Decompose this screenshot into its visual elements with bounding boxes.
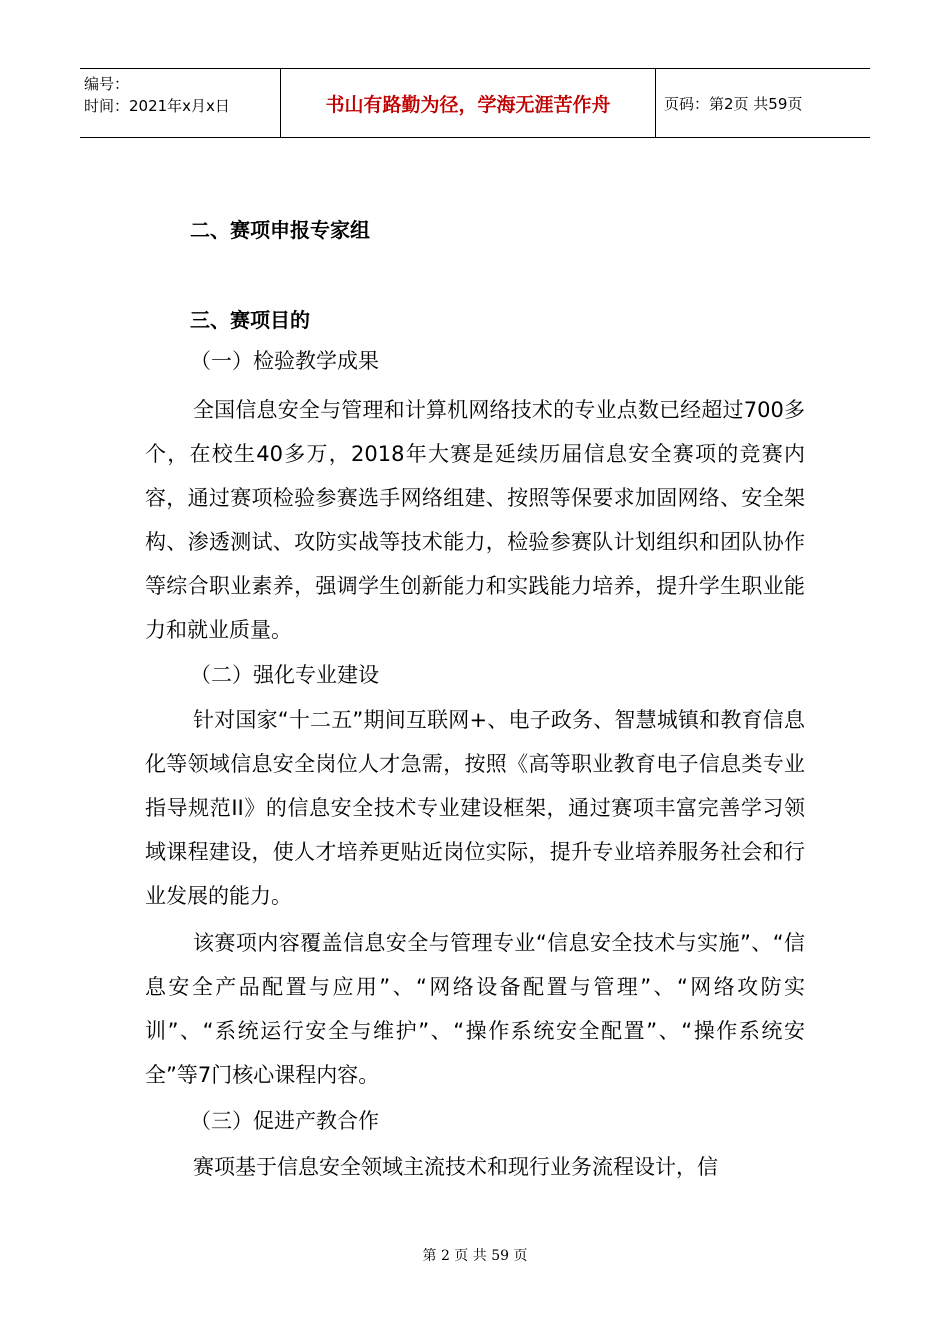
subsection-1-title: （一）检验教学成果 bbox=[190, 349, 379, 373]
paragraph-3: 该赛项内容覆盖信息安全与管理专业“信息安全技术与实施”、“信息安全产品配置与应用”、“网络设备配置与管理”、“网络攻防实训”、“系统运行安全与维护”、“操作系统安全配置”、“操作系统安全”等7门核心课程内容。 bbox=[145, 931, 805, 1087]
page-footer: 第 2 页 共 59 页 bbox=[422, 1248, 528, 1264]
header-meta bbox=[80, 69, 280, 137]
header-page-code: 页码：第2页 共59页 bbox=[664, 94, 803, 113]
section-3-heading: 三、赛项目的 bbox=[190, 308, 310, 332]
time-label: 时间：2021年x月x日 bbox=[84, 97, 230, 115]
paragraph-2: 针对国家“十二五”期间互联网+、电子政务、智慧城镇和教育信息化等领域信息安全岗位人才急需，按照《高等职业教育电子信息类专业指导规范II》的信息安全技术专业建设框架，通过赛项丰富完善学习领域课程建设，使人才培养更贴近岗位实际，提升专业培养服务社会和行业发展的能力。 bbox=[145, 708, 805, 908]
header-motto: 书山有路勤为径，学海无涯苦作舟 bbox=[280, 69, 656, 137]
section-2-heading: 二、赛项申报专家组 bbox=[190, 218, 370, 242]
page-header bbox=[80, 68, 870, 138]
subsection-2-title: （二）强化专业建设 bbox=[190, 663, 379, 687]
subsection-3-title: （三）促进产教合作 bbox=[190, 1109, 379, 1133]
paragraph-1: 全国信息安全与管理和计算机网络技术的专业点数已经超过700多个，在校生40多万，2018年大赛是延续历届信息安全赛项的竞赛内容，通过赛项检验参赛选手网络组建、按照等保要求加固网络、安全架构、渗透测试、攻防实战等技术能力，检验参赛队计划组织和团队协作等综合职业素养，强调学生创新能力和实践能力培养，提升学生职业能力和就业质量。 bbox=[145, 398, 805, 642]
paragraph-4: 赛项基于信息安全领域主流技术和现行业务流程设计，信 bbox=[193, 1155, 718, 1179]
number-label: 编号： bbox=[84, 75, 130, 93]
